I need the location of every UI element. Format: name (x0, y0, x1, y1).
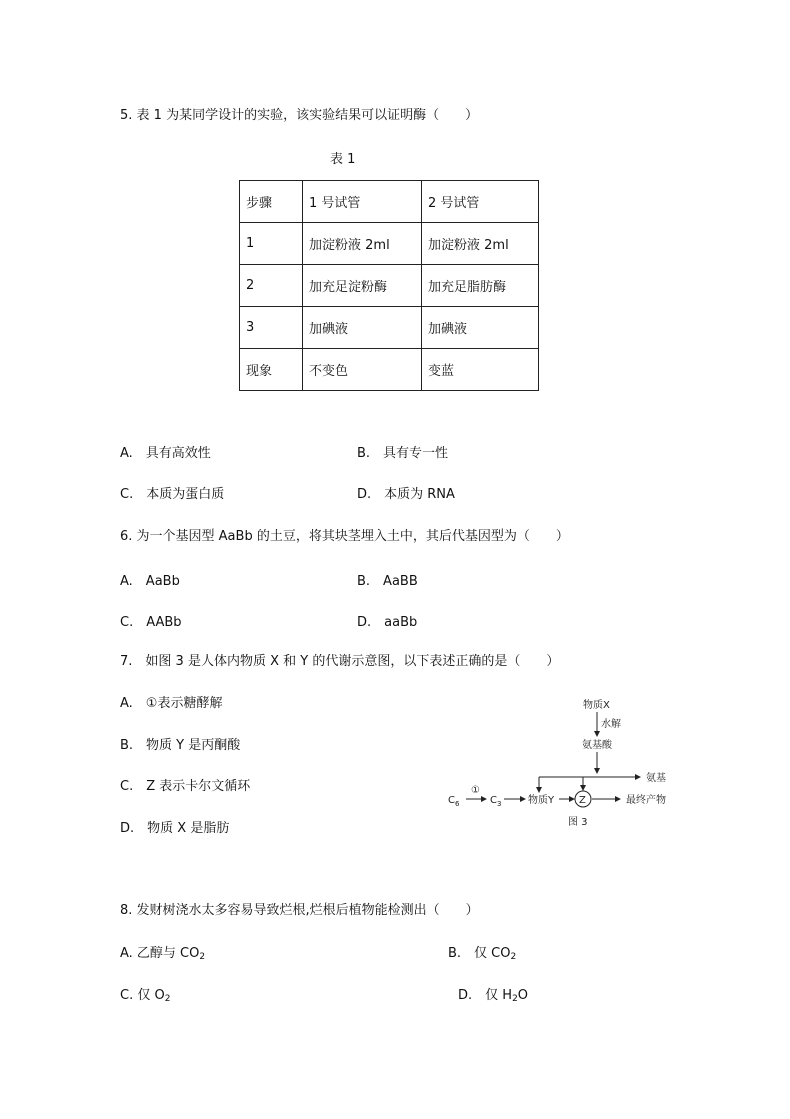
table-cell: 1 (240, 223, 303, 265)
q7-stem: 7. 如图 3 是人体内物质 X 和 Y 的代谢示意图，以下表述正确的是（ ） (120, 654, 560, 669)
table-cell: 现象 (240, 349, 303, 391)
c3-label: $C_3$ (490, 795, 502, 808)
table-header-cell: 步骤 (240, 181, 303, 223)
c6-label: $C_6$ (448, 795, 460, 808)
table-header-row (240, 181, 539, 223)
table-cell: 加碘液 (422, 307, 539, 349)
q7-option-b: B. 物质 Y 是丙酮酸 (120, 738, 241, 753)
q8-option-b: B. 仅 $CO_2$ (448, 946, 517, 962)
q6-option-b: B. AaBB (357, 574, 418, 589)
amino-acid-label: 氨基酸 (582, 740, 612, 751)
q8-option-c: C. 仅 $O_2$ (120, 988, 171, 1004)
metabolism-diagram (440, 690, 700, 835)
q7-option-c: C. Z 表示卡尔文循环 (120, 779, 251, 794)
q6-stem: 6. 为一个基因型 AaBb 的土豆，将其块茎埋入土中，其后代基因型为（ ） (120, 529, 569, 544)
table-row (240, 349, 539, 391)
table-cell: 加淀粉液 2ml (303, 223, 422, 265)
q5-option-b: B. 具有专一性 (357, 446, 449, 461)
table-header-cell: 2 号试管 (422, 181, 539, 223)
q5-option-a: A. 具有高效性 (120, 446, 211, 461)
table-cell: 加碘液 (303, 307, 422, 349)
table-row (240, 307, 539, 349)
final-product-label: 最终产物 (626, 795, 666, 806)
table-cell: 加充足脂肪酶 (422, 265, 539, 307)
q8-stem: 8. 发财树浇水太多容易导致烂根,烂根后植物能检测出（ ） (120, 903, 479, 918)
figure-caption: 图 3 (568, 817, 588, 828)
table-cell: 加充足淀粉酶 (303, 265, 422, 307)
table-cell: 加淀粉液 2ml (422, 223, 539, 265)
q6-option-d: D. aaBb (357, 615, 418, 630)
table-cell: 3 (240, 307, 303, 349)
q7-option-d: D. 物质 X 是脂肪 (120, 821, 230, 836)
table-row (240, 265, 539, 307)
hydrolysis-label: 水解 (601, 719, 621, 730)
experiment-table (239, 180, 539, 391)
q8-option-a: A. 乙醇与 $CO_2$ (120, 946, 206, 962)
z-label: Z (579, 795, 586, 806)
step-one-label: ① (471, 785, 480, 796)
q7-option-a: A. ①表示糖酵解 (120, 696, 223, 711)
substance-x-label: 物质X (583, 700, 610, 711)
q5-option-d: D. 本质为 RNA (357, 487, 455, 502)
table-row (240, 223, 539, 265)
substance-y-label: 物质Y (528, 795, 555, 806)
amino-group-label: 氨基 (646, 773, 666, 784)
table-header-cell: 1 号试管 (303, 181, 422, 223)
table-cell: 变蓝 (422, 349, 539, 391)
q6-option-c: C. AABb (120, 615, 182, 630)
table-caption: 表 1 (330, 152, 356, 167)
table-cell: 不变色 (303, 349, 422, 391)
table-cell: 2 (240, 265, 303, 307)
q8-option-d: D. 仅 $H_2O$ (458, 988, 529, 1004)
q6-option-a: A. AaBb (120, 574, 180, 589)
q5-option-c: C. 本质为蛋白质 (120, 487, 225, 502)
q5-stem: 5. 表 1 为某同学设计的实验，该实验结果可以证明酶（ ） (120, 108, 479, 123)
